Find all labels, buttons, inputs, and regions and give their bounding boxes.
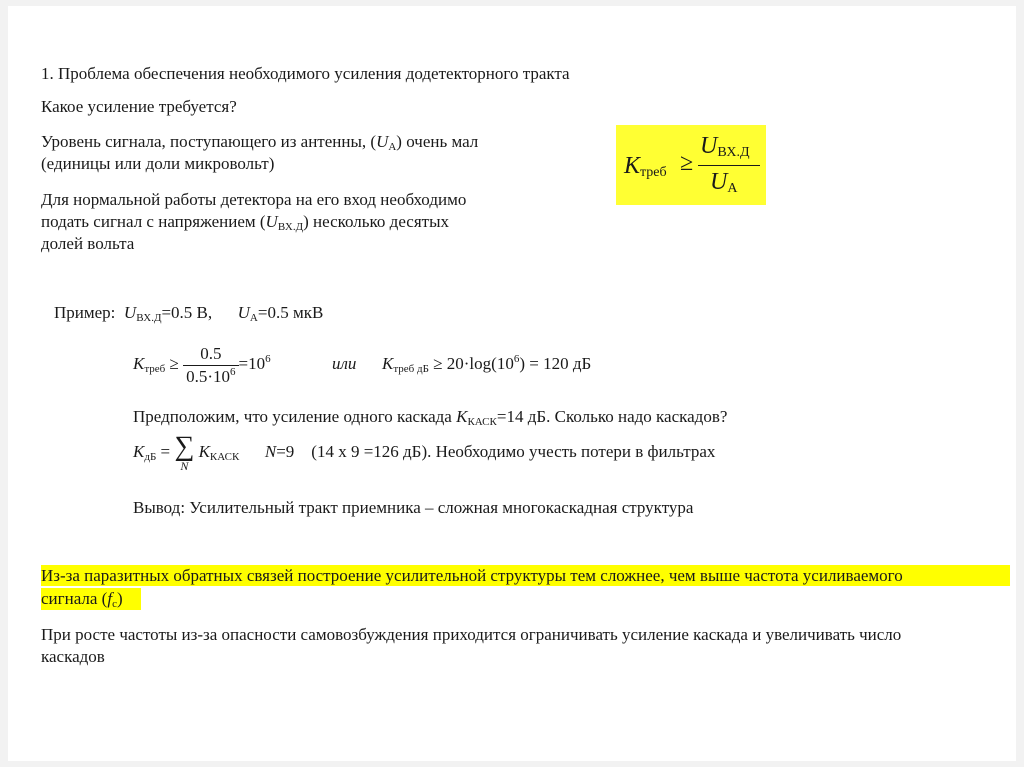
formula-box-lhs: $K_{треб}$ bbox=[624, 153, 667, 180]
paragraph-1-line-1: Уровень сигнала, поступающего из антенны, $(U_А)$ очень мал bbox=[41, 132, 479, 153]
slide-heading: 1. Проблема обеспечения необходимого усиления додетекторного тракта bbox=[41, 64, 570, 83]
final-line-2: каскадов bbox=[41, 647, 105, 666]
formula-box-denominator: $U_А$ bbox=[710, 169, 738, 196]
equation-k-treb: $K_{треб}$ ≥ $\frac{0.5}{0.5\cdot 10^6}$ $=10^6$ bbox=[133, 343, 271, 386]
paragraph-2-line-1: Для нормальной работы детектора на его вход необходимо bbox=[41, 190, 467, 209]
equation-k-db-sum: $K_{дБ}$ = ∑ N $K_{КАСК}$ N=9 (14 х 9 =126 дБ). Необходимо учесть потери в фильтрах bbox=[133, 431, 716, 474]
example-line: Пример: $U_{ВХ.Д}=0.5$ В, $U_А=0.5$ мкВ bbox=[54, 303, 324, 324]
assumption-line: Предположим, что усиление одного каскада $K_{КАСК}=14$ дБ. Сколько надо каскадов? bbox=[133, 407, 728, 428]
formula-box-numerator: $U_{ВХ.Д}$ bbox=[700, 133, 750, 160]
equation-fraction: $\frac{0.5}{0.5\cdot 10^6}$ bbox=[183, 343, 238, 388]
conclusion-line: Вывод: Усилительный тракт приемника – сложная многокаскадная структура bbox=[133, 498, 694, 517]
formula-box-geq: ≥ bbox=[680, 150, 694, 176]
formula-box-fraction-bar bbox=[698, 165, 760, 166]
sum-symbol: ∑ N bbox=[174, 431, 195, 474]
paragraph-1-line-2: (единицы или доли микровольт) bbox=[41, 154, 275, 173]
formula-box bbox=[616, 125, 766, 205]
final-line-1: При росте частоты из-за опасности самовозбуждения приходится ограничивать усиление каскада и увеличивать число bbox=[41, 625, 902, 644]
paragraph-2-line-3: долей вольта bbox=[41, 234, 135, 253]
equation-k-treb-db: $K_{треб дБ} \ge 20\cdot\log(10^6) = 120$ дБ bbox=[382, 353, 592, 375]
question-text: Какое усиление требуется? bbox=[41, 97, 237, 116]
ili-text: или bbox=[332, 354, 357, 373]
highlight-line-1: Из-за паразитных обратных связей построение усилительной структуры тем сложнее, чем выше частота усиливаемого bbox=[41, 566, 903, 585]
highlight-line-2: сигнала $(f_c)$ bbox=[41, 589, 123, 610]
paragraph-2-line-2: подать сигнал с напряжением $(U_{ВХ.Д})$ несколько десятых bbox=[41, 212, 450, 233]
